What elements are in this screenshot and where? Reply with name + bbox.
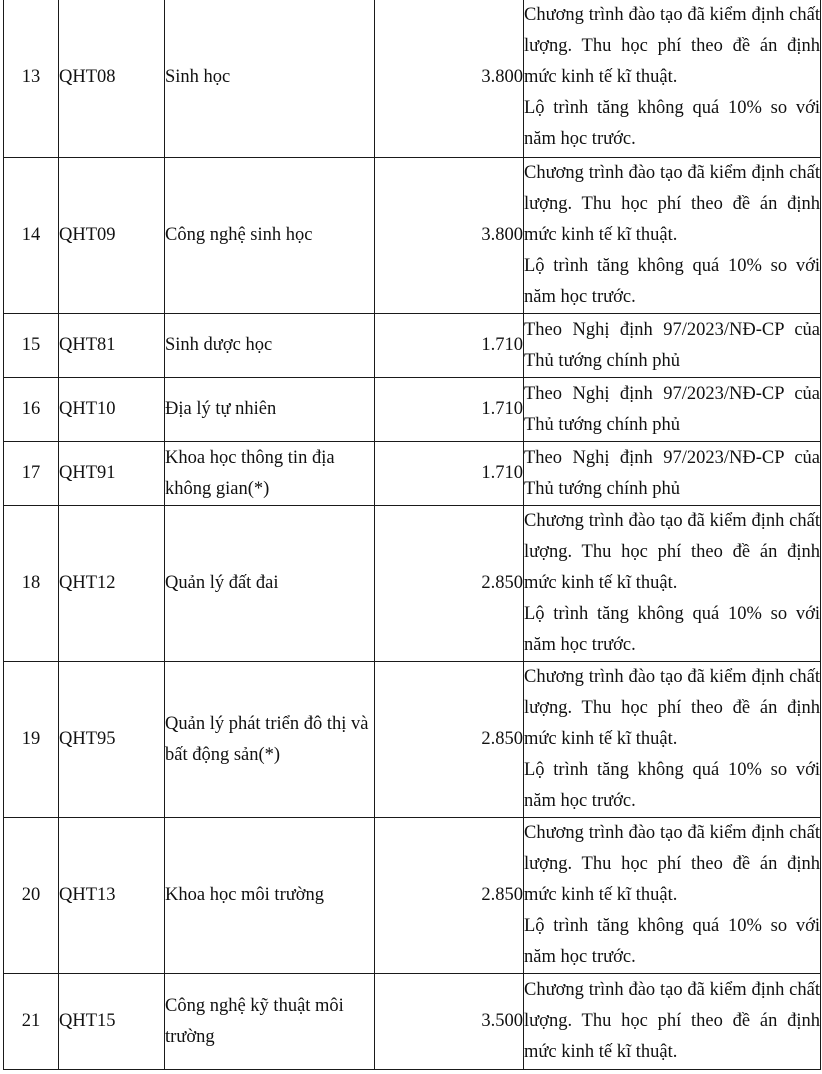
note-main: Chương trình đào tạo đã kiểm định chất lượng. Thu học phí theo đề án định mức kinh tế kĩ thuật. (524, 163, 820, 245)
table-row (4, 974, 821, 1070)
table-row (4, 0, 821, 158)
fee-note (524, 378, 821, 442)
program-code: QHT95 (59, 662, 165, 818)
fee-note (524, 818, 821, 974)
program-name: Công nghệ kỹ thuật môi trường (165, 974, 375, 1070)
program-name: Sinh dược học (165, 314, 375, 378)
program-name: Địa lý tự nhiên (165, 378, 375, 442)
tuition-fee: 2.850 (375, 818, 524, 974)
fee-note (524, 158, 821, 314)
note-main: Theo Nghị định 97/2023/NĐ-CP của Thủ tướng chính phủ (524, 447, 820, 499)
tuition-fee: 2.850 (375, 662, 524, 818)
table-row (4, 442, 821, 506)
tuition-fee: 3.800 (375, 0, 524, 158)
fee-note (524, 0, 821, 158)
program-code: QHT13 (59, 818, 165, 974)
program-code: QHT15 (59, 974, 165, 1070)
program-name: Khoa học môi trường (165, 818, 375, 974)
table-row (4, 506, 821, 662)
tuition-fee: 3.500 (375, 974, 524, 1070)
program-name: Quản lý phát triển đô thị và bất động sản(*) (165, 662, 375, 818)
row-number: 13 (4, 0, 59, 158)
tuition-fee: 1.710 (375, 314, 524, 378)
table-row (4, 818, 821, 974)
table-row (4, 662, 821, 818)
program-code: QHT10 (59, 378, 165, 442)
note-main: Theo Nghị định 97/2023/NĐ-CP của Thủ tướng chính phủ (524, 383, 820, 435)
row-number: 19 (4, 662, 59, 818)
program-code: QHT09 (59, 158, 165, 314)
program-name: Công nghệ sinh học (165, 158, 375, 314)
program-code: QHT12 (59, 506, 165, 662)
tuition-fee: 1.710 (375, 378, 524, 442)
program-code: QHT08 (59, 0, 165, 158)
note-extra: Lộ trình tăng không quá 10% so với năm học trước. (524, 97, 820, 149)
table-row (4, 158, 821, 314)
table-body (4, 0, 821, 1070)
table-row (4, 314, 821, 378)
fee-note (524, 442, 821, 506)
note-extra: Lộ trình tăng không quá 10% so với năm học trước. (524, 256, 820, 307)
note-extra: Lộ trình tăng không quá 10% so với năm học trước. (524, 760, 820, 811)
fee-note (524, 506, 821, 662)
tuition-fee-table (3, 0, 821, 1070)
row-number: 17 (4, 442, 59, 506)
note-main: Theo Nghị định 97/2023/NĐ-CP của Thủ tướng chính phủ (524, 319, 820, 371)
program-name: Khoa học thông tin địa không gian(*) (165, 442, 375, 506)
row-number: 21 (4, 974, 59, 1070)
fee-note (524, 974, 821, 1070)
program-code: QHT91 (59, 442, 165, 506)
row-number: 14 (4, 158, 59, 314)
row-number: 20 (4, 818, 59, 974)
program-name: Quản lý đất đai (165, 506, 375, 662)
tuition-fee: 3.800 (375, 158, 524, 314)
row-number: 16 (4, 378, 59, 442)
note-main: Chương trình đào tạo đã kiểm định chất lượng. Thu học phí theo đề án định mức kinh tế kĩ thuật. (524, 511, 820, 593)
table-row (4, 378, 821, 442)
note-extra: Lộ trình tăng không quá 10% so với năm học trước. (524, 604, 820, 655)
fee-note (524, 314, 821, 378)
note-main: Chương trình đào tạo đã kiểm định chất lượng. Thu học phí theo đề án định mức kinh tế kĩ thuật. (524, 667, 820, 749)
program-name: Sinh học (165, 0, 375, 158)
tuition-fee: 1.710 (375, 442, 524, 506)
tuition-fee: 2.850 (375, 506, 524, 662)
note-main: Chương trình đào tạo đã kiểm định chất lượng. Thu học phí theo đề án định mức kinh tế kĩ thuật. (524, 823, 820, 905)
row-number: 15 (4, 314, 59, 378)
row-number: 18 (4, 506, 59, 662)
program-code: QHT81 (59, 314, 165, 378)
note-extra: Lộ trình tăng không quá 10% so với năm học trước. (524, 916, 820, 967)
fee-note (524, 662, 821, 818)
note-main: Chương trình đào tạo đã kiểm định chất lượng. Thu học phí theo đề án định mức kinh tế kĩ thuật. (524, 980, 820, 1062)
note-main: Chương trình đào tạo đã kiểm định chất lượng. Thu học phí theo đề án định mức kinh tế kĩ thuật. (524, 4, 820, 87)
